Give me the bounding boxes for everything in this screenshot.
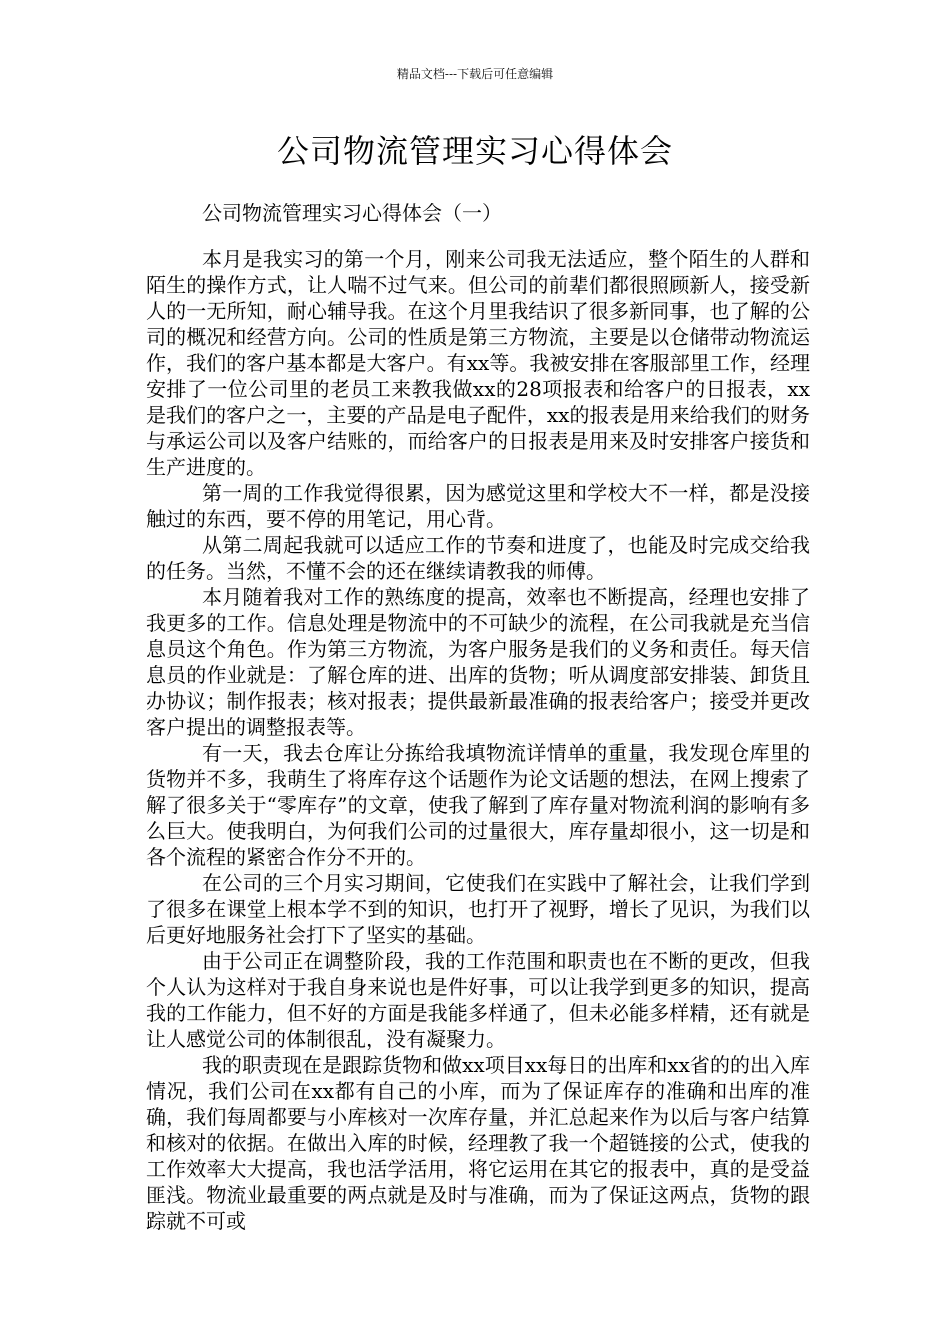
paragraph-4: 本月随着我对工作的熟练度的提高，效率也不断提高，经理也安排了我更多的工作。信息处理是物流中的不可缺少的流程，在公司我就是充当信息员这个角色。作为第三方物流，为客户服务是我们的义务和责任。每天信息员的作业就是：了解仓库的进、出库的货物；听从调度部安排装、卸货且办协议；制作报表；核对报表；提供最新最准确的报表给客户；接受并更改客户提出的调整报表等。: [146, 585, 810, 739]
paragraph-3: 从第二周起我就可以适应工作的节奏和进度了，也能及时完成交给我的任务。当然，不懂不会的还在继续请教我的师傅。: [146, 533, 810, 583]
paragraph-6: 在公司的三个月实习期间，它使我们在实践中了解社会，让我们学到了很多在课堂上根本学不到的知识，也打开了视野，增长了见识，为我们以后更好地服务社会打下了坚实的基础。: [146, 871, 810, 947]
paragraph-5: 有一天，我去仓库让分拣给我填物流详情单的重量，我发现仓库里的货物并不多，我萌生了将库存这个话题作为论文话题的想法，在网上搜索了解了很多关于“零库存”的文章，使我了解到了库存量对物流利润的影响有多么巨大。使我明白，为何我们公司的过量很大，库存量却很小，这一切是和各个流程的紧密合作分不开的。: [146, 741, 810, 869]
page-header: 精品文档---下载后可任意编辑: [396, 67, 554, 81]
paragraph-2: 第一周的工作我觉得很累，因为感觉这里和学校大不一样，都是没接触过的东西，要不停的用笔记，用心背。: [146, 481, 810, 531]
paragraph-1: 本月是我实习的第一个月，刚来公司我无法适应，整个陌生的人群和陌生的操作方式，让人喘不过气来。但公司的前辈们都很照顾新人，接受新人的一无所知，耐心辅导我。在这个月里我结识了很多新同事，也了解的公司的概况和经营方向。公司的性质是第三方物流，主要是以仓储带动物流运作，我们的客户基本都是大客户。有xx等。我被安排在客服部里工作，经理安排了一位公司里的老员工来教我做xx的28项报表和给客户的日报表，xx是我们的客户之一，主要的产品是电子配件，xx的报表是用来给我们的财务与承运公司以及客户结账的，而给客户的日报表是用来及时安排客户接货和生产进度的。: [146, 247, 810, 479]
document-title: 公司物流管理实习心得体会: [276, 132, 673, 170]
section-subtitle: 公司物流管理实习心得体会（一）: [202, 201, 502, 225]
paragraph-8: 我的职责现在是跟踪货物和做xx项目xx每日的出库和xx省的的出入库情况，我们公司在xx都有自己的小库，而为了保证库存的准确和出库的准确，我们每周都要与小库核对一次库存量，并汇总起来作为以后与客户结算和核对的依据。在做出入库的时候，经理教了我一个超链接的公式，使我的工作效率大大提高，我也活学活用，将它运用在其它的报表中，真的是受益匪浅。物流业最重要的两点就是及时与准确，而为了保证这两点，货物的跟踪就不可或: [146, 1053, 810, 1233]
document-body: [146, 246, 810, 1326]
paragraph-7: 由于公司正在调整阶段，我的工作范围和职责也在不断的更改，但我个人认为这样对于我自身来说也是件好事，可以让我学到更多的知识，提高我的工作能力，但不好的方面是我能多样通了，但未必能多样精，还有就是让人感觉公司的体制很乱，没有凝聚力。: [146, 949, 810, 1051]
